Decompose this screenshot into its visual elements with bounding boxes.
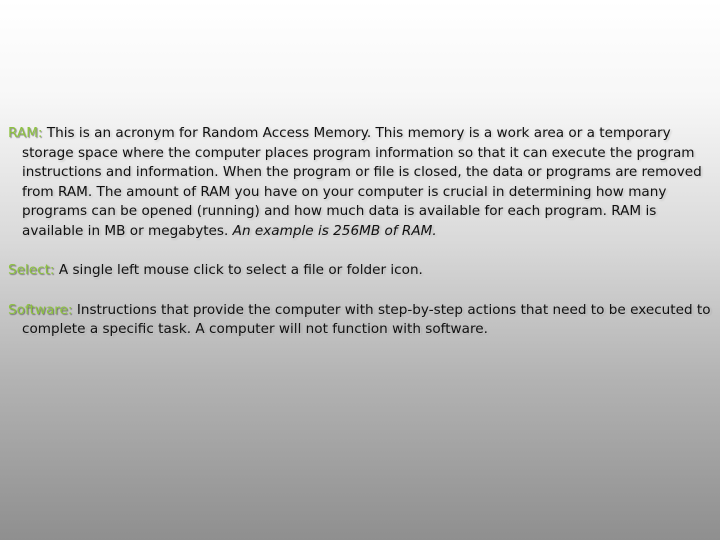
term-ram: RAM: [8,125,43,141]
glossary-entry-select [8,261,712,281]
example-ram: An example is 256MB of RAM. [228,222,437,239]
definition-ram: This is an acronym for Random Access Memory. This memory is a work area or a temporary storage space where the computer places program information so that it can execute the program instructions and information. When the program or file is closed, the data or programs are removed from RAM. The amount of RAM you have on your computer is crucial in determining how many programs can be opened (running) and how much data is available for each program. RAM is available in MB or megabytes. [22,125,702,239]
term-software: Software: [8,301,73,318]
glossary-slide [8,124,712,340]
definition-select: A single left mouse click to select a file or folder icon. [54,262,423,278]
term-select: Select: [8,262,55,278]
definition-software: Instructions that provide the computer with step-by-step actions that need to be executed to complete a specific task. A computer will not function with software. [22,301,711,337]
glossary-entry-ram [8,124,712,241]
glossary-entry-software [8,301,712,340]
